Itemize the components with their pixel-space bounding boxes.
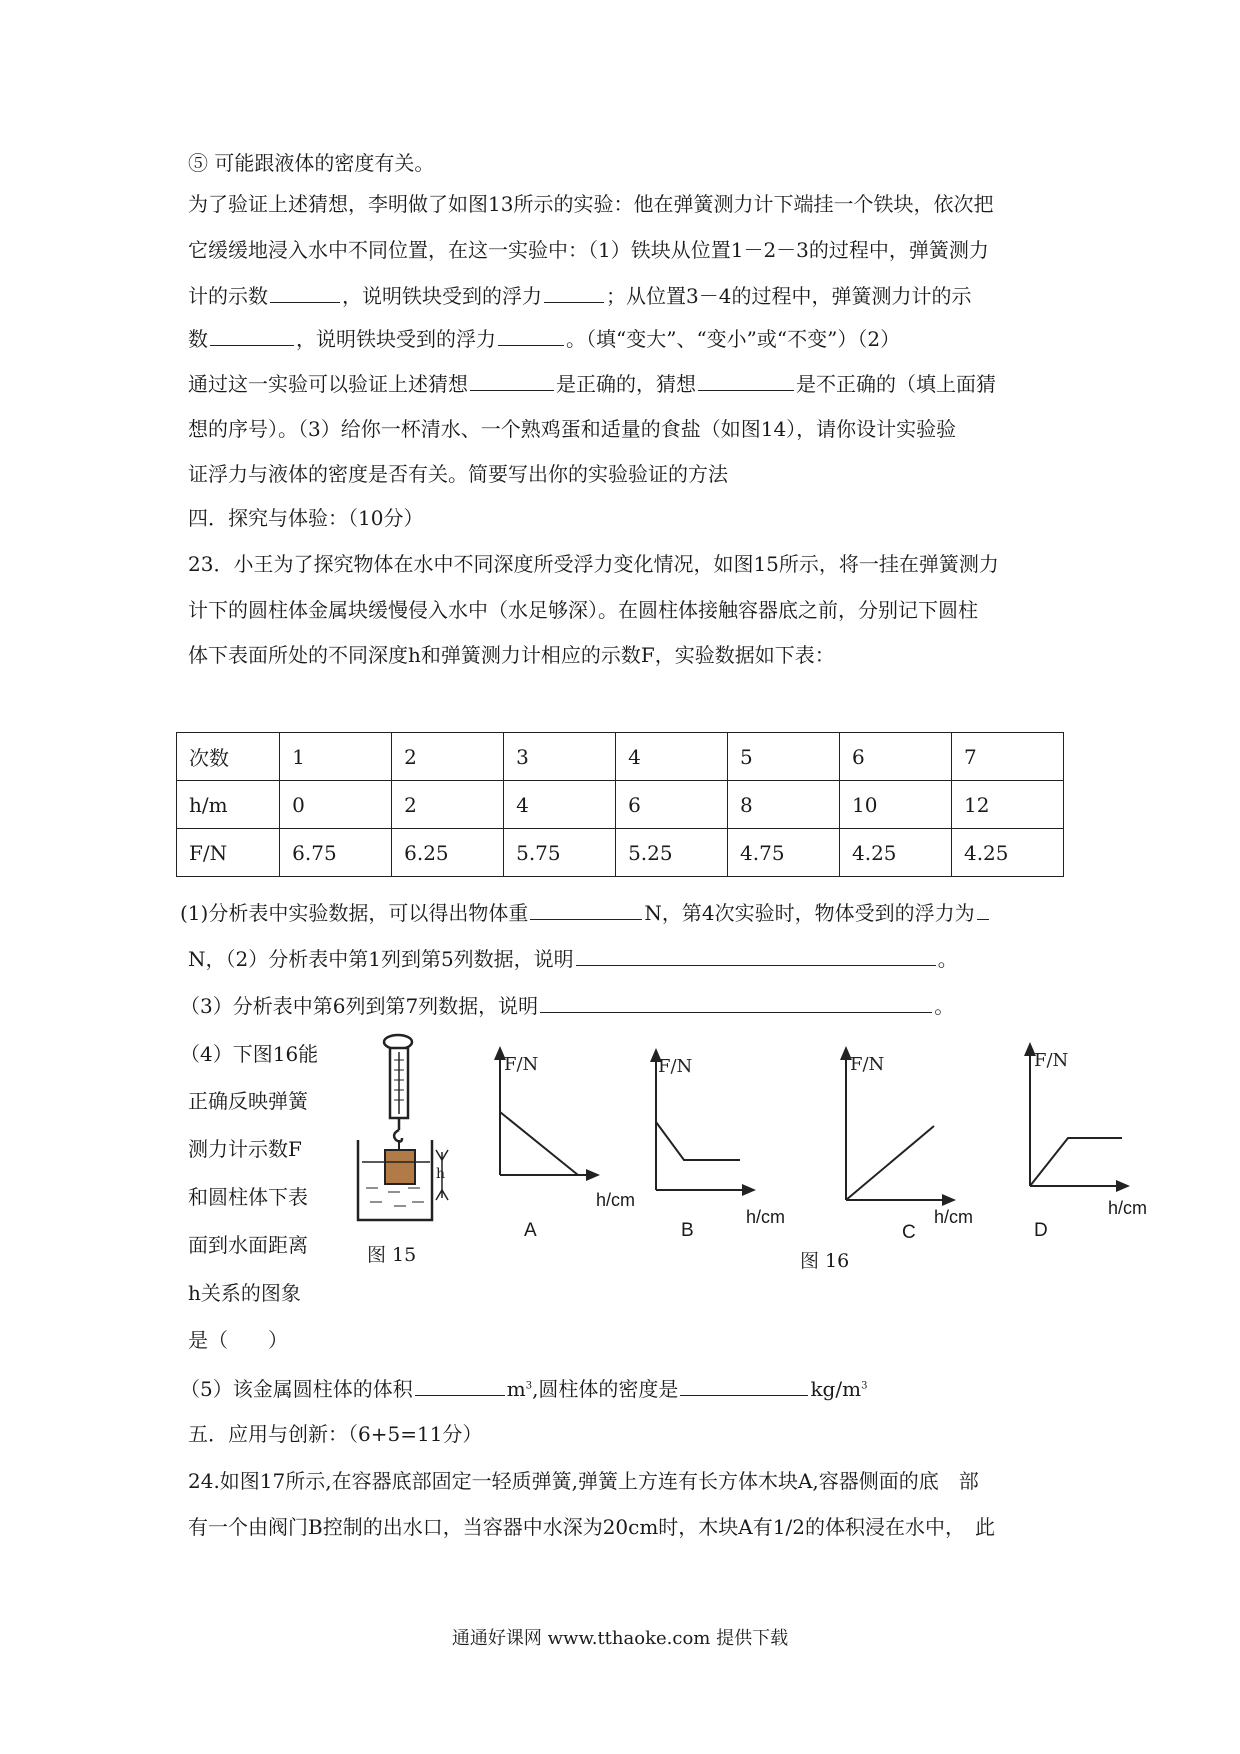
table-cell: 3 [504,733,616,781]
answer-blank[interactable] [977,918,989,920]
question-4-text: 测力计示数F [188,1137,302,1161]
answer-blank[interactable] [210,344,294,346]
table-cell: 0 [280,781,392,829]
section-heading-5: 五．应用与创新：（6+5=11分） [188,1422,483,1446]
question-23-part-3: （3）分析表中第6列到第7列数据，说明 。 [180,994,955,1018]
question-23-line-1: 23．小王为了探究物体在水中不同深度所受浮力变化情况，如图15所示，将一挂在弹簧测力 [188,552,999,576]
table-cell: 5.25 [616,829,728,877]
line-paragraph-5: 通过这一实验可以验证上述猜想 是正确的，猜想 是不正确的（填上面猜 [188,372,996,396]
answer-blank[interactable] [540,1011,932,1013]
graph-c [826,1040,956,1220]
graph-y-axis-label: F/N [658,1056,693,1077]
answer-blank[interactable] [270,301,340,303]
section-heading-4: 四．探究与体验：（10分） [188,506,424,530]
question-24-line-2: 有一个由阀门B控制的出水口，当容器中水深为20cm时，木块A有1/2的体积浸在水中， 此 [188,1515,995,1539]
line-paragraph-6: 想的序号）。（3）给你一杯清水、一个熟鸡蛋和适量的食盐（如图14），请你设计实验验 [188,417,957,441]
table-cell: 1 [280,733,392,781]
question-4-text: 是（ ） [188,1328,288,1352]
page-footer: 通通好课网 www.tthaoke.com 提供下载 [451,1628,789,1649]
table-row [177,829,1064,877]
table-row [177,781,1064,829]
table-cell: 2 [392,781,504,829]
graph-x-axis-label: h/cm [596,1190,636,1210]
table-cell: 6.25 [392,829,504,877]
table-cell: 4.25 [840,829,952,877]
table-cell: 次数 [177,733,280,781]
answer-blank[interactable] [498,344,564,346]
answer-blank[interactable] [576,964,936,966]
figure-15-caption: 图 15 [367,1244,417,1266]
line-paragraph-7: 证浮力与液体的密度是否有关。简要写出你的实验验证的方法 [188,462,728,486]
question-23-line-3: 体下表面所处的不同深度h和弹簧测力计相应的示数F，实验数据如下表： [188,643,835,667]
table-cell: 4.25 [951,829,1063,877]
table-cell: 12 [951,781,1063,829]
graph-x-axis-label: h/cm [1108,1198,1148,1218]
table-cell: 2 [392,733,504,781]
answer-blank[interactable] [415,1394,505,1396]
question-23-line-2: 计下的圆柱体金属块缓慢侵入水中（水足够深）。在圆柱体接触容器底之前，分别记下圆柱 [188,598,978,622]
question-23-part-2: N，（2）分析表中第1列到第5列数据，说明 。 [188,947,958,971]
table-row [177,733,1064,781]
line-paragraph-4: 数 ，说明铁块受到的浮力 。（填“变大”、“变小”或“不变”）（2） [188,327,901,351]
table-cell: 5.75 [504,829,616,877]
graph-b-label: B [681,1220,694,1241]
answer-blank[interactable] [544,301,604,303]
line-paragraph-2: 它缓缓地浸入水中不同位置，在这一实验中：（1）铁块从位置1－2－3的过程中，弹簧测力 [188,238,989,262]
graph-a-label: A [524,1220,537,1241]
graph-x-axis-label: h/cm [934,1207,974,1227]
table-cell: 8 [728,781,840,829]
line-paragraph-3: 计的示数 ，说明铁块受到的浮力 ；从位置3－4的过程中，弹簧测力计的示 [188,284,972,308]
table-cell: 7 [951,733,1063,781]
graph-y-axis-label: F/N [504,1054,539,1075]
question-4-text: 和圆柱体下表 [188,1185,308,1209]
line-hypothesis-5: ⑤ 可能跟液体的密度有关。 [188,151,435,175]
table-cell: 4 [504,781,616,829]
table-cell: h/m [177,781,280,829]
question-4-text: （4）下图16能 [180,1042,319,1066]
graph-d-label: D [1034,1220,1048,1241]
graph-y-axis-label: F/N [1034,1050,1069,1071]
table-cell: F/N [177,829,280,877]
question-23-part-5: （5）该金属圆柱体的体积 $m^3$,圆柱体的密度是 $kg/m^3$ [180,1377,868,1401]
question-4-text: 面到水面距离 [188,1233,308,1257]
table-cell: 10 [840,781,952,829]
graph-x-axis-label: h/cm [746,1207,786,1227]
table-cell: 6 [616,781,728,829]
table-cell: 5 [728,733,840,781]
table-cell: 4.75 [728,829,840,877]
question-4-text: 正确反映弹簧 [188,1089,308,1113]
table-cell: 6 [840,733,952,781]
question-4-text: h关系的图象 [188,1281,301,1305]
graph-a [480,1040,600,1220]
graph-y-axis-label: F/N [850,1054,885,1075]
question-24-line-1: 24.如图17所示,在容器底部固定一轻质弹簧,弹簧上方连有长方体木块A,容器侧面的底 部 [188,1469,979,1493]
figure-15-h-label: h [436,1166,446,1182]
figure-16-caption: 图 16 [800,1250,850,1272]
data-table [176,732,1064,877]
question-23-part-1: (1)分析表中实验数据，可以得出物体重 N，第4次实验时，物体受到的浮力为 [180,897,991,926]
answer-blank[interactable] [698,389,794,391]
table-cell: 4 [616,733,728,781]
line-paragraph-1: 为了验证上述猜想，李明做了如图13所示的实验：他在弹簧测力计下端挂一个铁块，依次把 [188,192,994,216]
graph-c-label: C [902,1222,916,1243]
graph-d [1010,1036,1140,1216]
answer-blank[interactable] [530,918,642,920]
answer-blank[interactable] [470,389,554,391]
answer-blank[interactable] [680,1394,808,1396]
graph-b [636,1040,756,1220]
table-cell: 6.75 [280,829,392,877]
